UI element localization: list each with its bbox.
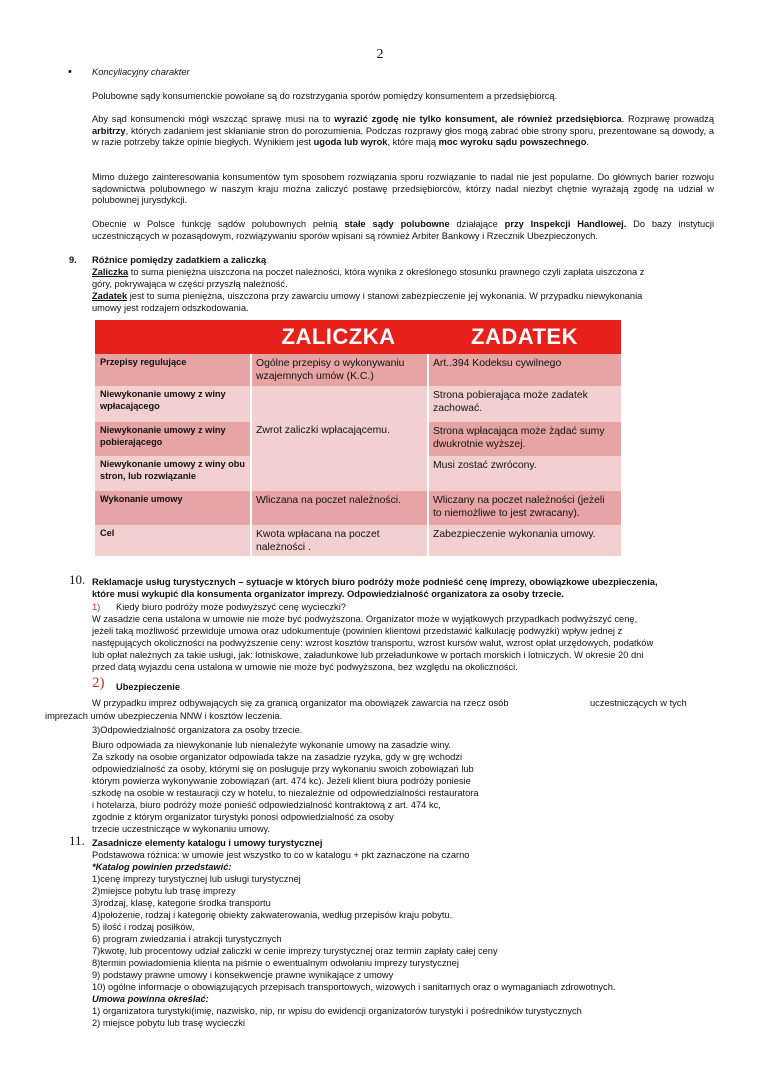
zadatek-definition: Zadatek jest to suma pieniężna, uiszczona przy zawarciu umowy i stanowi zabezpieczenie jej wykonania. W przypadku niewykonania	[92, 291, 643, 301]
header-zadatek: ZADATEK	[428, 320, 621, 354]
question-2: Ubezpieczenie	[116, 682, 181, 692]
katalog-item: 3)rodzaj, klasę, kategorie środka transportu	[92, 898, 271, 908]
umowa-item: 1) organizatora turystyki(imię, nazwisko, nip, nr wpisu do ewidencji organizatorów turystyki i pośredników turystycznych	[92, 1006, 582, 1016]
page-number: 2	[376, 47, 384, 62]
cell-zadatek: Wliczany na poczet należności (jeżeli to niemożliwe to jest zwracany).	[428, 491, 621, 525]
cell-zaliczka: Wliczana na poczet należności.	[251, 491, 428, 525]
question-1: Kiedy biuro podróży może podwyższyć cenę wycieczki?	[116, 602, 346, 612]
section-9-number: 9.	[69, 255, 77, 265]
question-3: 3)Odpowiedzialność organizatora za osoby trzecie.	[92, 725, 303, 735]
q1-line: lub opłat należnych za takie usługi, jak: lotniskowe, załadunkowe lub przeładunkowe w portach morskich i lotniczych. W okresie 20 dni	[92, 650, 644, 660]
cell-zaliczka: Kwota wpłacana na poczet należności .	[251, 525, 428, 556]
paragraph-2: Aby sąd konsumencki mógł wszcząć sprawę musi na to wyrazić zgodę nie tylko konsument, ale również przedsiębiorca. Rozprawę prowadzą arbitrzy, których zadaniem jest skłanianie stron do porozumienia. Podczas rozprawy głos mogą zabrać obie strony sporu, prezentowane są dowody, a w razie potrzeby także opinie biegłych. Wynikiem jest ugoda lub wyrok, które mają moc wyroku sądu powszechnego.	[92, 114, 715, 148]
q2-line: imprezach umów ubezpieczenia NNW i kosztów leczenia.	[45, 711, 283, 721]
cell-zadatek: Musi zostać zwrócony.	[428, 456, 621, 491]
cell-zadatek: Strona pobierająca może zadatek zachować.	[428, 386, 621, 422]
q3-line: którym powierza wykonywanie zobowiązań (art. 474 kc). Jeżeli klient biura podróży poniesie	[92, 776, 471, 786]
zaliczka-definition-cont: góry, pokrywająca w części przyszłą należność.	[92, 279, 288, 289]
question-2-number: 2)	[92, 675, 105, 691]
umowa-heading: Umowa powinna określać:	[92, 994, 209, 1004]
katalog-item: 8)termin powiadomienia klienta na piśmie o ewentualnym odwołaniu imprezy turystycznej	[92, 958, 459, 968]
q1-line: jeżeli taką możliwość przewiduje umowa oraz udokumentuje (powinien klientowi przedstawić kalkulację podwyżki) wpływ jednej z	[92, 626, 623, 636]
row-label: Przepisy regulujące	[95, 354, 251, 386]
cell-zaliczka: Ogólne przepisy o wykonywaniu wzajemnych umów (K.C.)	[251, 354, 428, 386]
q1-line: W zasadzie cena ustalona w umowie nie może być podwyższona. Organizator może w wyjątkowych przypadkach podwyższyć cenę,	[92, 614, 638, 624]
katalog-item: 2)miejsce pobytu lub trasę imprezy	[92, 886, 236, 896]
section-11-number: 11.	[69, 833, 85, 848]
umowa-item: 2) miejsce pobytu lub trasę wycieczki	[92, 1018, 245, 1028]
q3-line: trzecie uczestniczące w wykonaniu umowy.	[92, 824, 271, 834]
row-label: Niewykonanie umowy z winy obu stron, lub rozwiązanie	[95, 456, 251, 491]
katalog-item: 9) podstawy prawne umowy i konsekwencje prawne wynikające z umowy	[92, 970, 394, 980]
katalog-item: 5) ilość i rodzaj posiłków,	[92, 922, 195, 932]
section-10-title-cont: które musi wykupić dla konsumenta organizator imprezy. Odpowiedzialność organizatora za osoby trzecie.	[92, 589, 565, 599]
cell-zaliczka-merged: Zwrot zaliczki wpłacającemu.	[251, 386, 428, 491]
q1-line: następujących okoliczności na podwyższenie ceny: wzrost kosztów transportu, wzrost kursów walut, wzrost opłat urzędowych, podatków	[92, 638, 654, 648]
zadatek-definition-cont: umowy jest rodzajem odszkodowania.	[92, 303, 249, 313]
table-divider	[250, 354, 252, 556]
row-label: Cel	[95, 525, 251, 556]
q1-line: przed datą wyjazdu cena ustalona w umowie nie może być podwyższona, bez względu na okoliczności.	[92, 662, 518, 672]
q3-line: odpowiedzialność za osoby, którymi się on posługuje przy wykonaniu swoich zobowiązań lub	[92, 764, 474, 774]
cell-zadatek: Art..394 Kodeksu cywilnego	[428, 354, 621, 386]
q2-line-end: uczestniczących w tych	[590, 698, 687, 708]
cell-zadatek: Zabezpieczenie wykonania umowy.	[428, 525, 621, 556]
section-9-title: Różnice pomiędzy zadatkiem a zaliczką	[92, 255, 267, 265]
section-11-intro: Podstawowa różnica: w umowie jest wszystko to co w katalogu + pkt zaznaczone na czarno	[92, 850, 470, 860]
q3-line: Za szkody na osobie organizator odpowiada także na zasadzie ryzyka, gdy w grę wchodzi	[92, 752, 463, 762]
section-10-title: Reklamacje usług turystycznych – sytuacje w których biuro podróży może podnieść cenę imprezy, obowiązkowe ubezpieczenia,	[92, 577, 658, 587]
row-label: Niewykonanie umowy z winy pobierającego	[95, 422, 251, 456]
row-label: Wykonanie umowy	[95, 491, 251, 525]
section-11-title: Zasadnicze elementy katalogu i umowy turystycznej	[92, 838, 323, 848]
paragraph-3: Mimo dużego zainteresowania konsumentów tym sposobem rozwiązania sporu rozwiązanie to nadal nie jest popularne. Do głównych barier rozwoju sądownictwa polubownego w naszym kraju można zaliczyć postawę przedsiębiorców, którzy nadal niezbyt chętnie wyrażają zgodę na udział w polubownej jurysdykcji.	[92, 172, 714, 206]
comparison-table	[95, 320, 621, 556]
q3-line: Biuro odpowiada za niewykonanie lub nienależyte wykonanie umowy na zasadzie winy.	[92, 740, 452, 750]
q3-line: zgodnie z którym organizator turystyki ponosi odpowiedzialność za osoby	[92, 812, 394, 822]
katalog-item: 4)położenie, rodzaj i kategorię obiekty zakwaterowania, według przepisów kraju pobytu.	[92, 910, 453, 920]
section-title: Koncyliacyjny charakter	[92, 67, 190, 77]
paragraph-1: Polubowne sądy konsumenckie powołane są do rozstrzygania sporów pomiędzy konsumentem a przedsiębiorcą.	[92, 91, 558, 101]
katalog-item: 7)kwotę, lub procentowy udział zaliczki w cenie imprezy turystycznej oraz termin zapłaty całej ceny	[92, 946, 498, 956]
q3-line: i hotelarza, biuro podróży może ponieść odpowiedzialność kontraktową z art. 474 kc,	[92, 800, 441, 810]
question-1-number: 1)	[92, 602, 101, 612]
katalog-item: 6) program zwiedzania i atrakcji turystycznych	[92, 934, 282, 944]
zaliczka-definition: Zaliczka to suma pieniężna uiszczona na poczet należności, która wynika z określonego stosunku prawnego czyli zapłata uiszczona z	[92, 267, 645, 277]
q3-line: szkodę na osobie w restauracji czy w hotelu, to niezależnie od odpowiedzialności restauratora	[92, 788, 479, 798]
header-zaliczka: ZALICZKA	[251, 320, 426, 354]
q2-line: W przypadku imprez odbywających się za granicą organizator ma obowiązek zawarcia na rzecz osób	[92, 698, 509, 708]
katalog-heading: *Katalog powinien przedstawić:	[92, 862, 232, 872]
bullet-icon: •	[68, 66, 72, 78]
katalog-item: 1)cenę imprezy turystycznej lub usługi turystycznej	[92, 874, 301, 884]
section-10-number: 10.	[69, 572, 86, 587]
paragraph-4: Obecnie w Polsce funkcję sądów polubownych pełnią stałe sądy polubowne działające przy Inspekcji Handlowej. Do bazy instytucji uczestniczących w pozasądowym, rozwiązywaniu sporów wpisani są również Arbiter Bankowy i Rzecznik Ubezpieczonych.	[92, 219, 715, 241]
katalog-item: 10) ogólne informacje o obowiązujących przepisach transportowych, wizowych i sanitarnych oraz o wymaganiach zdrowotnych.	[92, 982, 616, 992]
cell-zadatek: Strona wpłacająca może żądać sumy dwukrotnie wyższej.	[428, 422, 621, 456]
row-label: Niewykonanie umowy z winy wpłacającego	[95, 386, 251, 422]
table-divider	[427, 354, 429, 556]
